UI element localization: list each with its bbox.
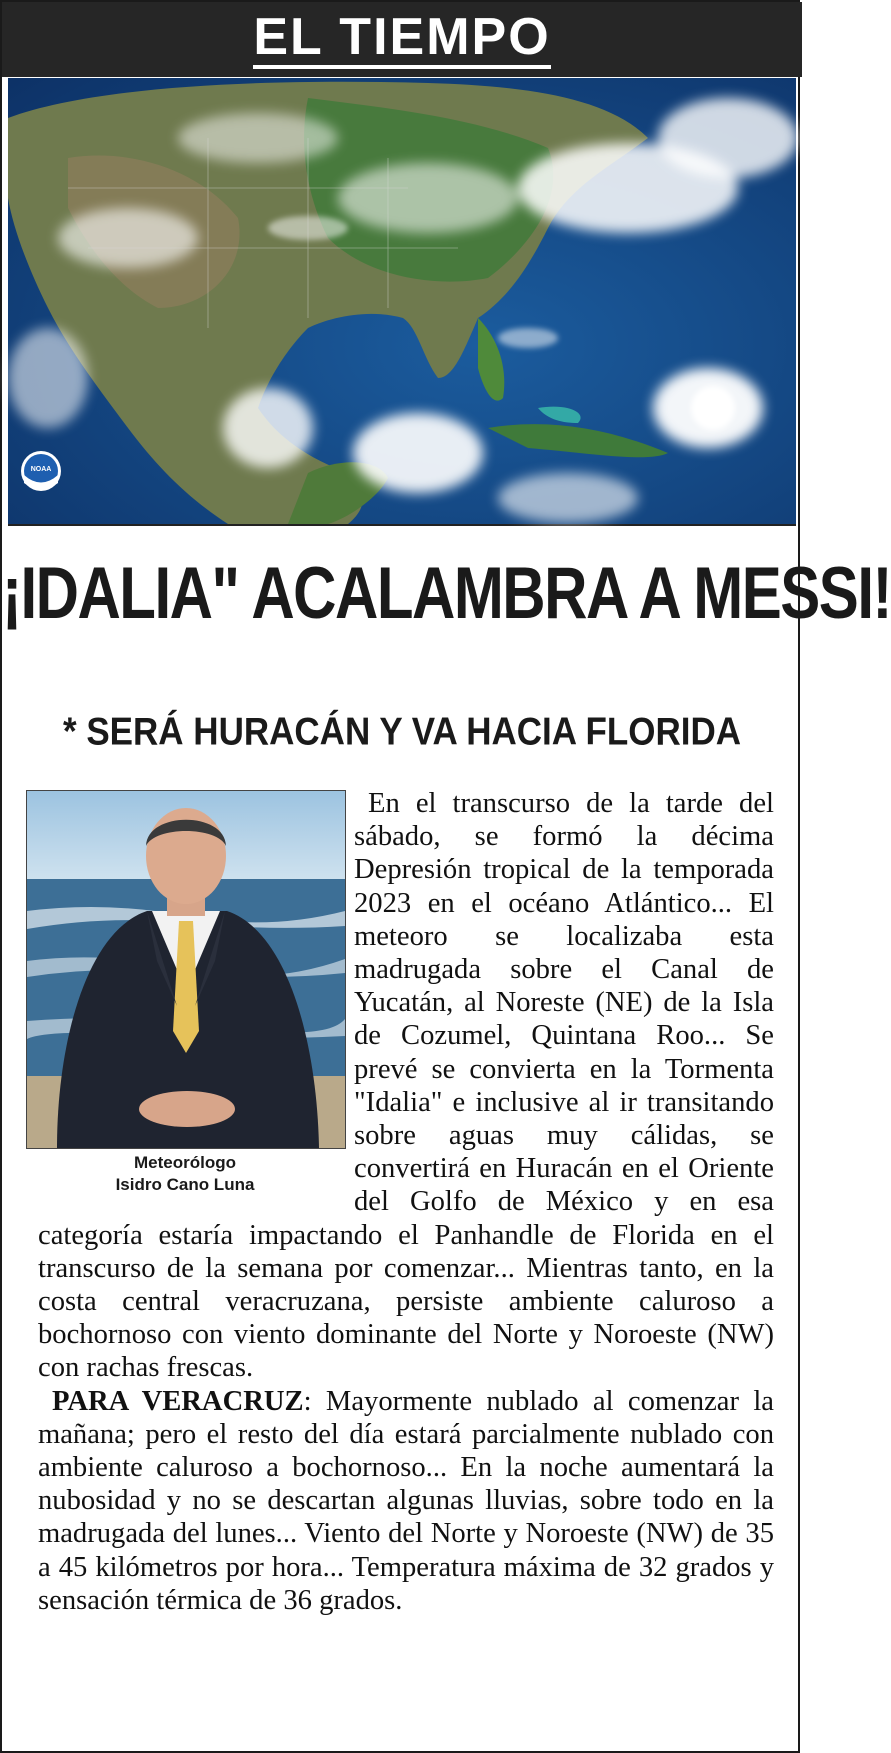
headline: ¡IDALIA" ACALAMBRA A MESSI! [2, 552, 891, 634]
noaa-logo [21, 451, 61, 491]
article-body [38, 787, 774, 1617]
article-paragraph-1: En el transcurso de la tarde del sábado, se formó la décima Depresión tropical de la temporada 2023 en el océano Atlántico... El meteoro se localizaba esta madrugada sobre el Canal de Yucatán, al Noreste (NE) de la Isla de Cozumel, Quintana Roo... Se prevé se convierta en la Tormenta "Idalia" e inclusive al ir transitando sobre aguas muy cálidas, se convertirá en Huracán en el Oriente del Golfo de México y en esa categoría estaría impactando el Panhandle de Florida en el transcurso de la semana por comenzar... Mientras tanto, en la costa central veracruzana, persiste ambiente caluroso a bochornoso con viento dominante del Norte y Noroeste (NW) con rachas frescas. [38, 788, 774, 1384]
svg-text:NOAA: NOAA [30, 466, 52, 473]
satellite-image [8, 78, 796, 526]
section-text-veracruz: : Mayormente nublado al comenzar la mañana; pero el resto del día estará parcialmente nublado con ambiente caluroso a bochornoso... En la noche aumentará la nubosidad y no se descartan algunas lluvias, sobre todo en la madrugada del lunes... Viento del Norte y Noroeste (NW) de 35 a 45 kilómetros por hora... Temperatura máxima de 32 grados y sensación térmica de 36 grados. [38, 1385, 774, 1616]
article-paragraph-2 [38, 1385, 774, 1617]
section-label-veracruz: PARA VERACRUZ [52, 1385, 304, 1417]
caption-name: Isidro Cano Luna [115, 1175, 255, 1194]
masthead [2, 2, 802, 77]
subheadline: * SERÁ HURACÁN Y VA HACIA FLORIDA [62, 709, 741, 754]
masthead-title: EL TIEMPO [253, 11, 550, 69]
caption-title: Meteorólogo [134, 1153, 236, 1172]
